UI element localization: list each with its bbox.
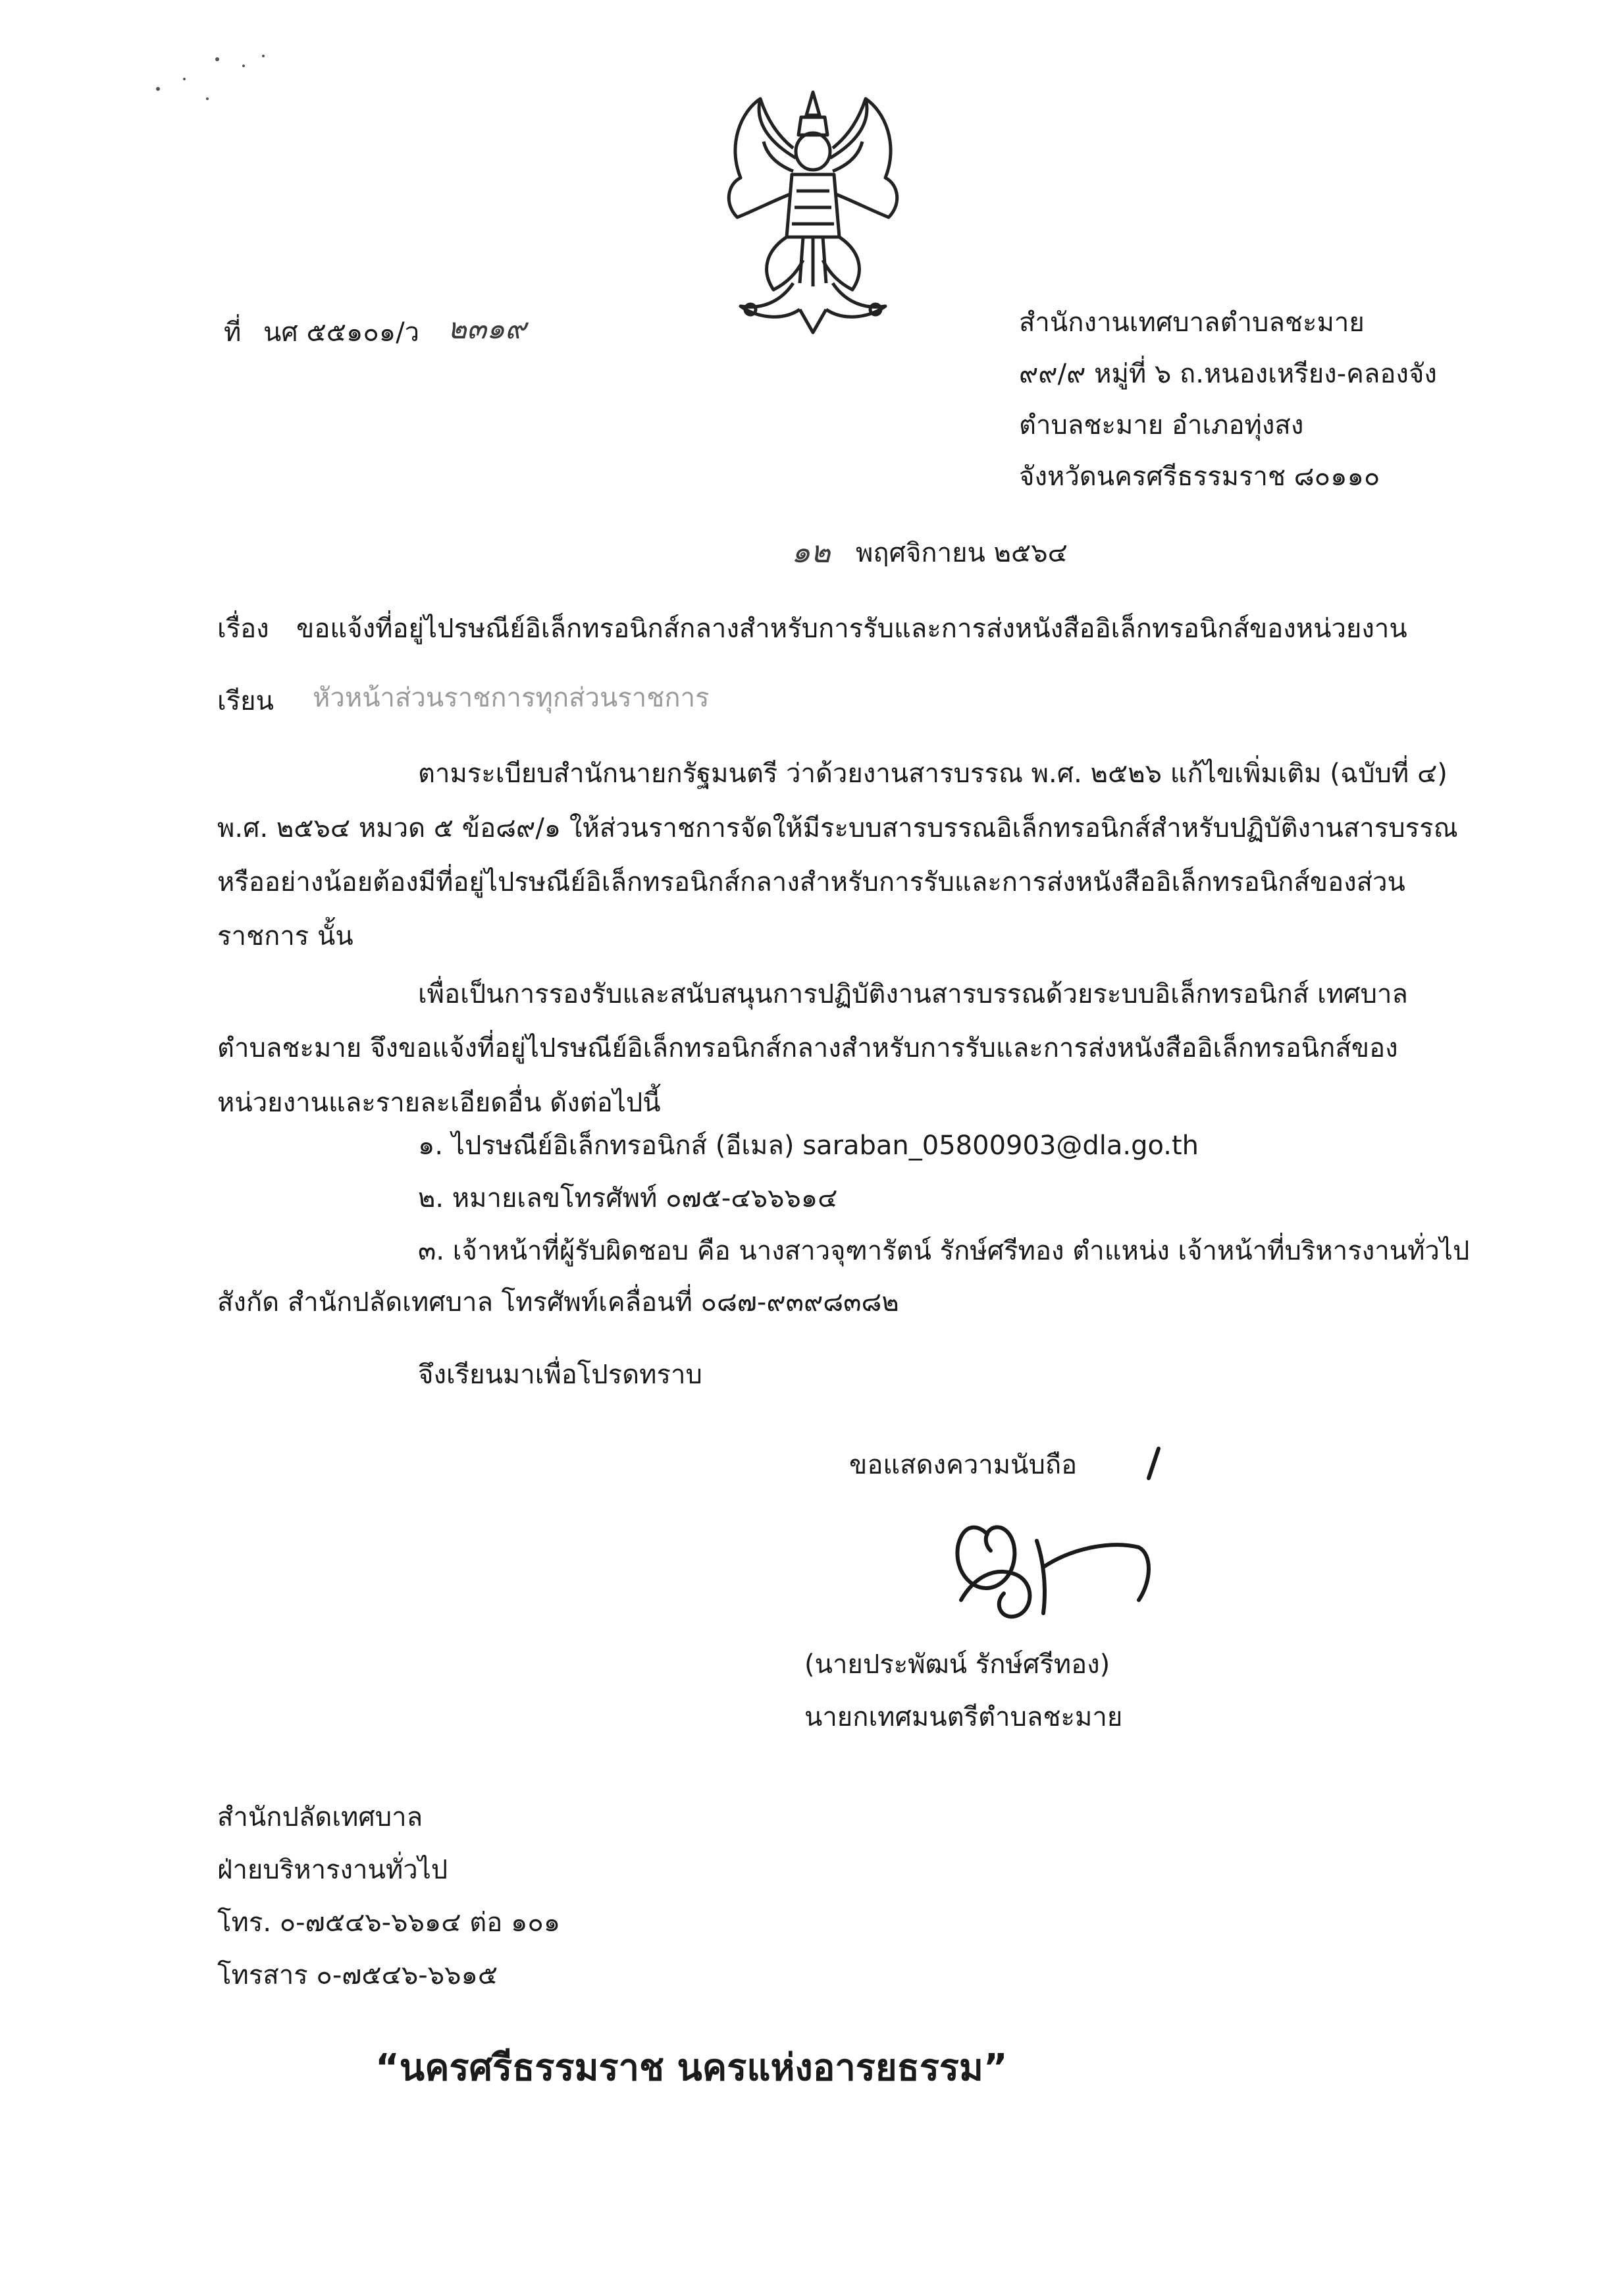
ref-number: นศ ๕๕๑๐๑/ว: [263, 317, 420, 348]
footer-line-2: ฝ่ายบริหารงานทั่วไป: [217, 1855, 448, 1885]
signatory-title: นายกเทศมนตรีตำบลชะมาย: [804, 1702, 1123, 1732]
salutation: ขอแสดงความนับถือ: [849, 1450, 1078, 1480]
garuda-emblem: [714, 86, 912, 342]
office-line-2: ๙๙/๙ หมู่ที่ ๖ ถ.หนองเหรียง-คลองจัง: [1019, 359, 1437, 389]
item-email: ๑. ไปรษณีย์อิเล็กทรอนิกส์ (อีเมล) saraban_05800903@dla.go.th: [418, 1131, 1199, 1161]
recipient-label: เรียน: [217, 686, 274, 716]
para2-line-3: หน่วยงานและรายละเอียดอื่น ดังต่อไปนี้: [217, 1088, 661, 1118]
closing-text: จึงเรียนมาเพื่อโปรดทราบ: [418, 1360, 702, 1390]
footer-line-1: สำนักปลัดเทศบาล: [217, 1802, 423, 1832]
item-phone: ๒. หมายเลขโทรศัพท์ ๐๗๕-๔๖๖๖๑๔: [418, 1183, 838, 1214]
recipient-text: หัวหน้าส่วนราชการทุกส่วนราชการ: [313, 683, 710, 713]
item-officer-line-2: สังกัด สำนักปลัดเทศบาล โทรศัพท์เคลื่อนที่ ๐๘๗-๙๓๙๘๓๘๒: [217, 1287, 899, 1318]
para1-line-3: หรืออย่างน้อยต้องมีที่อยู่ไปรษณีย์อิเล็กทรอนิกส์กลางสำหรับการรับและการส่งหนังสืออิเล็กทรอนิกส์ของส่วน: [217, 867, 1405, 897]
ref-label: ที่: [224, 317, 242, 348]
para1-line-2: พ.ศ. ๒๕๖๔ หมวด ๕ ข้อ๘๙/๑ ให้ส่วนราชการจัดให้มีระบบสารบรรณอิเล็กทรอนิกส์สำหรับปฏิบัติงานสารบรรณ: [217, 813, 1458, 843]
signatory-name: (นายประพัฒน์ รักษ์ศรีทอง): [804, 1649, 1110, 1680]
office-line-3: ตำบลชะมาย อำเภอทุ่งสง: [1019, 410, 1304, 441]
office-line-1: สำนักงานเทศบาลตำบลชะมาย: [1019, 307, 1365, 338]
date-month-year: พฤศจิกายน ๒๕๖๔: [856, 538, 1068, 568]
scan-speckles: [145, 53, 276, 112]
date-day-handwritten: ๑๒: [791, 534, 831, 570]
footer-line-4: โทรสาร ๐-๗๕๔๖-๖๖๑๕: [217, 1960, 498, 1990]
para2-line-2: ตำบลชะมาย จึงขอแจ้งที่อยู่ไปรษณีย์อิเล็กทรอนิกส์กลางสำหรับการรับและการส่งหนังสืออิเล็กทรอนิกส์ของ: [217, 1033, 1398, 1063]
footer-line-3: โทร. ๐-๗๕๔๖-๖๖๑๔ ต่อ ๑๐๑: [217, 1908, 561, 1938]
item-officer-line-1: ๓. เจ้าหน้าที่ผู้รับผิดชอบ คือ นางสาวจุฑารัตน์ รักษ์ศรีทอง ตำแหน่ง เจ้าหน้าที่บริหารงานทั่วไป: [418, 1236, 1470, 1266]
para1-line-1: ตามระเบียบสำนักนายกรัฐมนตรี ว่าด้วยงานสารบรรณ พ.ศ. ๒๕๒๖ แก้ไขเพิ่มเติม (ฉบับที่ ๔): [418, 759, 1448, 789]
subject-label: เรื่อง: [217, 614, 269, 644]
para1-line-4: ราชการ นั้น: [217, 921, 353, 951]
subject-text: ขอแจ้งที่อยู่ไปรษณีย์อิเล็กทรอนิกส์กลางสำหรับการรับและการส่งหนังสืออิเล็กทรอนิกส์ของหน่วยงาน: [296, 614, 1407, 644]
para2-line-1: เพื่อเป็นการรองรับและสนับสนุนการปฏิบัติงานสารบรรณด้วยระบบอิเล็กทรอนิกส์ เทศบาล: [418, 979, 1408, 1009]
motto: “นครศรีธรรมราช นครแห่งอารยธรรม”: [375, 2046, 1008, 2089]
ref-handwritten-number: ๒๓๑๙: [448, 312, 527, 346]
handwritten-signature: [922, 1435, 1211, 1633]
office-line-4: จังหวัดนครศรีธรรมราช ๘๐๑๑๐: [1019, 462, 1380, 492]
